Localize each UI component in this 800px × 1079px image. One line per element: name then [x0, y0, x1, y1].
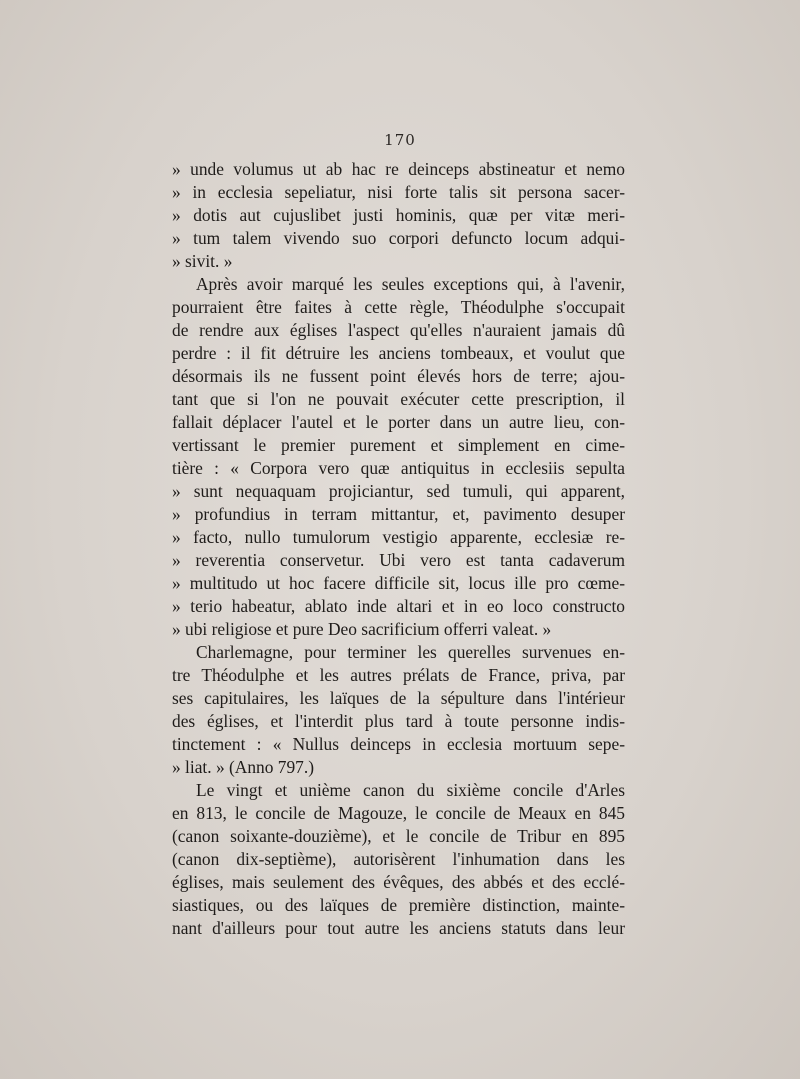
text-line: » reverentia conservetur. Ubi vero est tanta cadaverum [172, 550, 625, 570]
text-line: » sivit. » [172, 251, 233, 271]
text-line: nant d'ailleurs pour tout autre les anciens statuts dans leur [172, 918, 625, 938]
text-line: de rendre aux églises l'aspect qu'elles n'auraient jamais dû [172, 320, 625, 340]
text-line: Charlemagne, pour terminer les querelles survenues en- [196, 642, 625, 662]
text-line: » profundius in terram mittantur, et, pavimento desuper [172, 504, 625, 524]
text-line: pourraient être faites à cette règle, Théodulphe s'occupait [172, 297, 625, 317]
text-line: tinctement : « Nullus deinceps in ecclesia mortuum sepe- [172, 734, 625, 754]
text-line: » unde volumus ut ab hac re deinceps abstineatur et nemo [172, 159, 625, 179]
text-line: siastiques, ou des laïques de première distinction, mainte- [172, 895, 625, 915]
text-line: » in ecclesia sepeliatur, nisi forte talis sit persona sacer- [172, 182, 625, 202]
text-line: perdre : il fit détruire les anciens tombeaux, et voulut que [172, 343, 625, 363]
text-line: tre Théodulphe et les autres prélats de France, priva, par [172, 665, 625, 685]
text-line: des églises, et l'interdit plus tard à toute personne indis- [172, 711, 625, 731]
text-line: en 813, le concile de Magouze, le concile de Meaux en 845 [172, 803, 625, 823]
text-line: » ubi religiose et pure Deo sacrificium offerri valeat. » [172, 619, 552, 639]
text-line: Après avoir marqué les seules exceptions qui, à l'avenir, [196, 274, 625, 294]
text-line: ses capitulaires, les laïques de la sépulture dans l'intérieur [172, 688, 625, 708]
text-line: désormais ils ne fussent point élevés hors de terre; ajou- [172, 366, 625, 386]
text-line: Le vingt et unième canon du sixième concile d'Arles [196, 780, 625, 800]
text-line: » liat. » (Anno 797.) [172, 757, 315, 777]
body-text [172, 158, 625, 940]
text-line: églises, mais seulement des évêques, des abbés et des ecclé- [172, 872, 625, 892]
page-number: 170 [384, 131, 416, 149]
text-line: (canon dix-septième), autorisèrent l'inhumation dans les [172, 849, 625, 869]
text-line: tière : « Corpora vero quæ antiquitus in ecclesiis sepulta [172, 458, 625, 478]
text-line: tant que si l'on ne pouvait exécuter cette prescription, il [172, 389, 625, 409]
text-line: » dotis aut cujuslibet justi hominis, quæ per vitæ meri- [172, 205, 625, 225]
text-line: » facto, nullo tumulorum vestigio apparente, ecclesiæ re- [172, 527, 625, 547]
text-line: » sunt nequaquam projiciantur, sed tumuli, qui apparent, [172, 481, 625, 501]
text-line: » terio habeatur, ablato inde altari et in eo loco constructo [172, 596, 625, 616]
text-line: vertissant le premier purement et simplement en cime- [172, 435, 625, 455]
text-line: (canon soixante-douzième), et le concile de Tribur en 895 [172, 826, 625, 846]
text-line: » multitudo ut hoc facere difficile sit, locus ille pro cœme- [172, 573, 625, 593]
text-line: » tum talem vivendo suo corpori defuncto locum adqui- [172, 228, 625, 248]
text-line: fallait déplacer l'autel et le porter dans un autre lieu, con- [172, 412, 625, 432]
